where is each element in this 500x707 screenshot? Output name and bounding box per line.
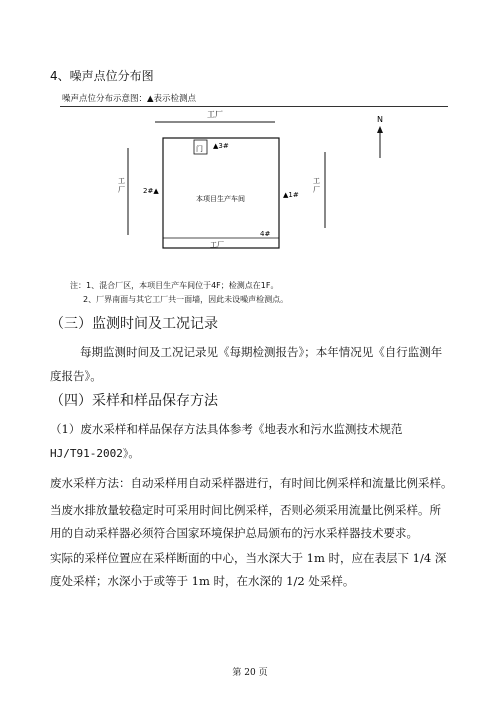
method-line-3: 废水采样方法：自动采样用自动采样器进行，有时间比例采样和流量比例采样。 xyxy=(50,476,453,490)
diagram-caption: 噪声点位分布示意图：▲表示检测点 xyxy=(62,94,197,104)
factory-bottom-label: 工厂 xyxy=(210,241,224,249)
method-line-6: 实际的采样位置应在采样断面的中心，当水深大于 1m 时，应在表层下 1/4 深 xyxy=(50,551,447,565)
factory-right-label-1: 工 xyxy=(313,177,320,185)
caption-divider xyxy=(60,106,448,107)
section-4-title: 4、噪声点位分布图 xyxy=(50,69,154,83)
door-label: 门 xyxy=(196,145,203,153)
page-number: 第 20 页 xyxy=(232,668,268,678)
method-line-4: 当废水排放量较稳定时可采用时间比例采样，否则必须采用流量比例采样。所 xyxy=(50,503,441,517)
point-3-marker: ▲3# xyxy=(213,142,229,150)
diagram-note-1: 注：1、混合厂区，本项目生产车间位于4F；检测点在1F。 xyxy=(70,281,279,290)
section-4-heading: （四）采样和样品保存方法 xyxy=(50,393,218,409)
factory-left-label-1: 工 xyxy=(118,177,125,185)
noise-point-diagram xyxy=(100,110,400,280)
point-2-marker: 2#▲ xyxy=(143,187,159,195)
factory-top-label: 工厂 xyxy=(207,110,223,119)
factory-left-label-2: 厂 xyxy=(118,186,125,194)
section-3-paragraph-line-1: 每期监测时间及工况记录见《每期检测报告》；本年情况见《自行监测年 xyxy=(80,345,443,359)
method-line-2: HJ/T91-2002》。 xyxy=(50,447,140,460)
factory-right-label-2: 厂 xyxy=(313,186,320,194)
north-label: N xyxy=(377,115,383,124)
diagram-note-2: 2、厂界南面与其它工厂共一面墙，因此未设噪声检测点。 xyxy=(83,295,289,304)
workshop-label: 本项目生产车间 xyxy=(196,195,245,203)
north-arrowhead-icon xyxy=(377,126,383,133)
section-3-paragraph-line-2: 度报告》。 xyxy=(50,369,102,383)
point-1-marker: ▲1# xyxy=(283,191,299,199)
method-line-5: 用的自动采样器必须符合国家环境保护总局颁布的污水采样器技术要求。 xyxy=(50,526,418,540)
section-3-heading: （三）监测时间及工况记录 xyxy=(50,316,218,332)
point-4-marker: 4# xyxy=(260,230,271,238)
method-line-7: 度处采样；水深小于或等于 1m 时，在水深的 1/2 处采样。 xyxy=(50,574,355,588)
method-line-1: （1）废水采样和样品保存方法具体参考《地表水和污水监测技术规范 xyxy=(50,422,403,436)
